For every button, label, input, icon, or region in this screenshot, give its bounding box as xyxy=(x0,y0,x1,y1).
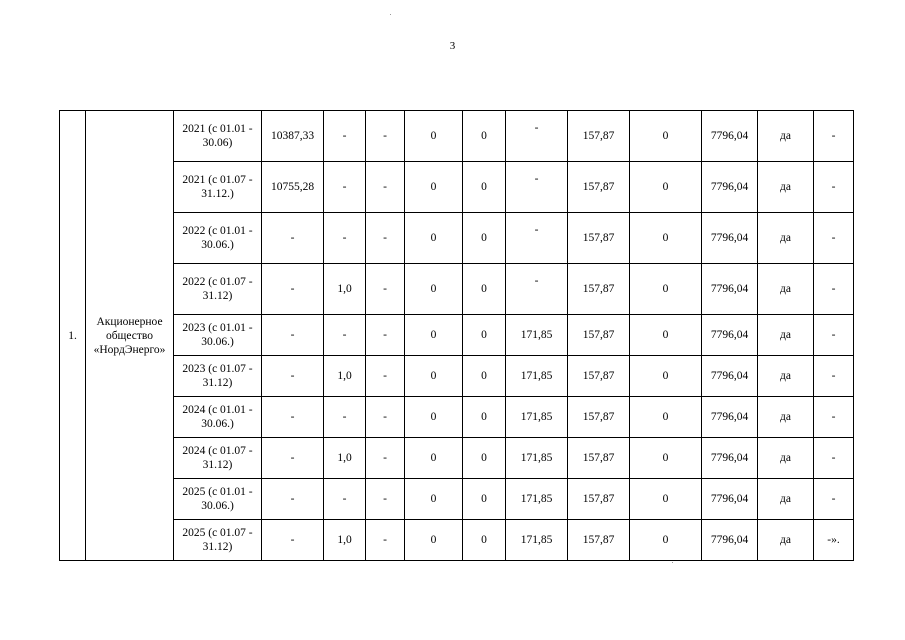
c6-value-cell: - xyxy=(506,111,568,162)
c6-value-cell: 171,85 xyxy=(506,356,568,397)
c3-value-cell: - xyxy=(366,162,405,213)
table-row xyxy=(60,213,854,264)
c5-value-cell: 0 xyxy=(463,438,506,479)
period-cell: 2022 (с 01.07 - 31.12) xyxy=(174,264,262,315)
c5-value-cell: 0 xyxy=(463,264,506,315)
c9-value-cell: 7796,04 xyxy=(702,111,758,162)
c9-value-cell: 7796,04 xyxy=(702,479,758,520)
period-cell: 2021 (с 01.01 - 30.06) xyxy=(174,111,262,162)
note-value-cell: - xyxy=(814,356,854,397)
note-value-cell: - xyxy=(814,315,854,356)
table-row xyxy=(60,479,854,520)
c4-value-cell: 0 xyxy=(405,111,463,162)
c9-value-cell: 7796,04 xyxy=(702,356,758,397)
table-row xyxy=(60,438,854,479)
c9-value-cell: 7796,04 xyxy=(702,264,758,315)
c3-value-cell: - xyxy=(366,264,405,315)
flag-value-cell: да xyxy=(758,162,814,213)
c1-value-cell: - xyxy=(262,479,324,520)
c1-value-cell: - xyxy=(262,213,324,264)
c5-value-cell: 0 xyxy=(463,479,506,520)
note-value-cell: -». xyxy=(814,520,854,561)
flag-value-cell: да xyxy=(758,213,814,264)
c8-value-cell: 0 xyxy=(630,162,702,213)
c9-value-cell: 7796,04 xyxy=(702,315,758,356)
c6-value-cell: 171,85 xyxy=(506,438,568,479)
table-row xyxy=(60,264,854,315)
c3-value-cell: - xyxy=(366,438,405,479)
c2-value-cell: - xyxy=(324,315,366,356)
c1-value-cell: - xyxy=(262,315,324,356)
c5-value-cell: 0 xyxy=(463,213,506,264)
c1-value-cell: - xyxy=(262,438,324,479)
flag-value-cell: да xyxy=(758,438,814,479)
table-row xyxy=(60,162,854,213)
c4-value-cell: 0 xyxy=(405,264,463,315)
c3-value-cell: - xyxy=(366,397,405,438)
table-row xyxy=(60,315,854,356)
c7-value-cell: 157,87 xyxy=(568,479,630,520)
c4-value-cell: 0 xyxy=(405,162,463,213)
c6-value-cell: 171,85 xyxy=(506,315,568,356)
period-cell: 2023 (с 01.07 - 31.12) xyxy=(174,356,262,397)
c8-value-cell: 0 xyxy=(630,111,702,162)
tariff-table xyxy=(59,110,854,561)
c7-value-cell: 157,87 xyxy=(568,315,630,356)
c7-value-cell: 157,87 xyxy=(568,397,630,438)
c1-value-cell: 10755,28 xyxy=(262,162,324,213)
c3-value-cell: - xyxy=(366,356,405,397)
c2-value-cell: 1,0 xyxy=(324,264,366,315)
c5-value-cell: 0 xyxy=(463,162,506,213)
note-value-cell: - xyxy=(814,438,854,479)
table-row xyxy=(60,520,854,561)
note-value-cell: - xyxy=(814,162,854,213)
c7-value-cell: 157,87 xyxy=(568,438,630,479)
c3-value-cell: - xyxy=(366,520,405,561)
period-cell: 2025 (с 01.01 - 30.06.) xyxy=(174,479,262,520)
c4-value-cell: 0 xyxy=(405,213,463,264)
flag-value-cell: да xyxy=(758,397,814,438)
c2-value-cell: - xyxy=(324,213,366,264)
period-cell: 2024 (с 01.07 - 31.12) xyxy=(174,438,262,479)
c2-value-cell: - xyxy=(324,111,366,162)
scan-speck xyxy=(672,562,673,563)
organization-cell: Акционерное общество «НордЭнерго» xyxy=(86,111,174,561)
row-number-cell: 1. xyxy=(60,111,86,561)
c1-value-cell: - xyxy=(262,397,324,438)
c9-value-cell: 7796,04 xyxy=(702,213,758,264)
c2-value-cell: - xyxy=(324,397,366,438)
c1-value-cell: - xyxy=(262,520,324,561)
period-cell: 2022 (с 01.01 - 30.06.) xyxy=(174,213,262,264)
c3-value-cell: - xyxy=(366,315,405,356)
flag-value-cell: да xyxy=(758,111,814,162)
note-value-cell: - xyxy=(814,397,854,438)
c2-value-cell: - xyxy=(324,162,366,213)
table-body xyxy=(60,111,854,561)
c6-value-cell: - xyxy=(506,213,568,264)
c1-value-cell: 10387,33 xyxy=(262,111,324,162)
flag-value-cell: да xyxy=(758,479,814,520)
c9-value-cell: 7796,04 xyxy=(702,162,758,213)
note-value-cell: - xyxy=(814,213,854,264)
c4-value-cell: 0 xyxy=(405,356,463,397)
c5-value-cell: 0 xyxy=(463,520,506,561)
c7-value-cell: 157,87 xyxy=(568,213,630,264)
c5-value-cell: 0 xyxy=(463,111,506,162)
c6-value-cell: 171,85 xyxy=(506,520,568,561)
c5-value-cell: 0 xyxy=(463,397,506,438)
scan-speck xyxy=(390,14,391,15)
c8-value-cell: 0 xyxy=(630,397,702,438)
c8-value-cell: 0 xyxy=(630,438,702,479)
c9-value-cell: 7796,04 xyxy=(702,438,758,479)
c8-value-cell: 0 xyxy=(630,520,702,561)
c2-value-cell: - xyxy=(324,479,366,520)
period-cell: 2023 (с 01.01 - 30.06.) xyxy=(174,315,262,356)
flag-value-cell: да xyxy=(758,315,814,356)
c8-value-cell: 0 xyxy=(630,315,702,356)
c9-value-cell: 7796,04 xyxy=(702,520,758,561)
c2-value-cell: 1,0 xyxy=(324,520,366,561)
c4-value-cell: 0 xyxy=(405,315,463,356)
table-row xyxy=(60,397,854,438)
c4-value-cell: 0 xyxy=(405,520,463,561)
c2-value-cell: 1,0 xyxy=(324,438,366,479)
c7-value-cell: 157,87 xyxy=(568,111,630,162)
c7-value-cell: 157,87 xyxy=(568,264,630,315)
c7-value-cell: 157,87 xyxy=(568,356,630,397)
c5-value-cell: 0 xyxy=(463,356,506,397)
c4-value-cell: 0 xyxy=(405,479,463,520)
c4-value-cell: 0 xyxy=(405,438,463,479)
c6-value-cell: 171,85 xyxy=(506,397,568,438)
c5-value-cell: 0 xyxy=(463,315,506,356)
c7-value-cell: 157,87 xyxy=(568,162,630,213)
c1-value-cell: - xyxy=(262,356,324,397)
flag-value-cell: да xyxy=(758,264,814,315)
c7-value-cell: 157,87 xyxy=(568,520,630,561)
c8-value-cell: 0 xyxy=(630,479,702,520)
period-cell: 2021 (с 01.07 - 31.12.) xyxy=(174,162,262,213)
period-cell: 2025 (с 01.07 - 31.12) xyxy=(174,520,262,561)
c3-value-cell: - xyxy=(366,111,405,162)
flag-value-cell: да xyxy=(758,356,814,397)
c1-value-cell: - xyxy=(262,264,324,315)
c6-value-cell: - xyxy=(506,162,568,213)
c3-value-cell: - xyxy=(366,479,405,520)
c8-value-cell: 0 xyxy=(630,356,702,397)
note-value-cell: - xyxy=(814,479,854,520)
c8-value-cell: 0 xyxy=(630,264,702,315)
c6-value-cell: 171,85 xyxy=(506,479,568,520)
c4-value-cell: 0 xyxy=(405,397,463,438)
period-cell: 2024 (с 01.01 - 30.06.) xyxy=(174,397,262,438)
c9-value-cell: 7796,04 xyxy=(702,397,758,438)
flag-value-cell: да xyxy=(758,520,814,561)
table-row xyxy=(60,111,854,162)
c8-value-cell: 0 xyxy=(630,213,702,264)
page-number: 3 xyxy=(449,40,456,52)
c2-value-cell: 1,0 xyxy=(324,356,366,397)
table-row xyxy=(60,356,854,397)
c6-value-cell: - xyxy=(506,264,568,315)
note-value-cell: - xyxy=(814,111,854,162)
note-value-cell: - xyxy=(814,264,854,315)
c3-value-cell: - xyxy=(366,213,405,264)
